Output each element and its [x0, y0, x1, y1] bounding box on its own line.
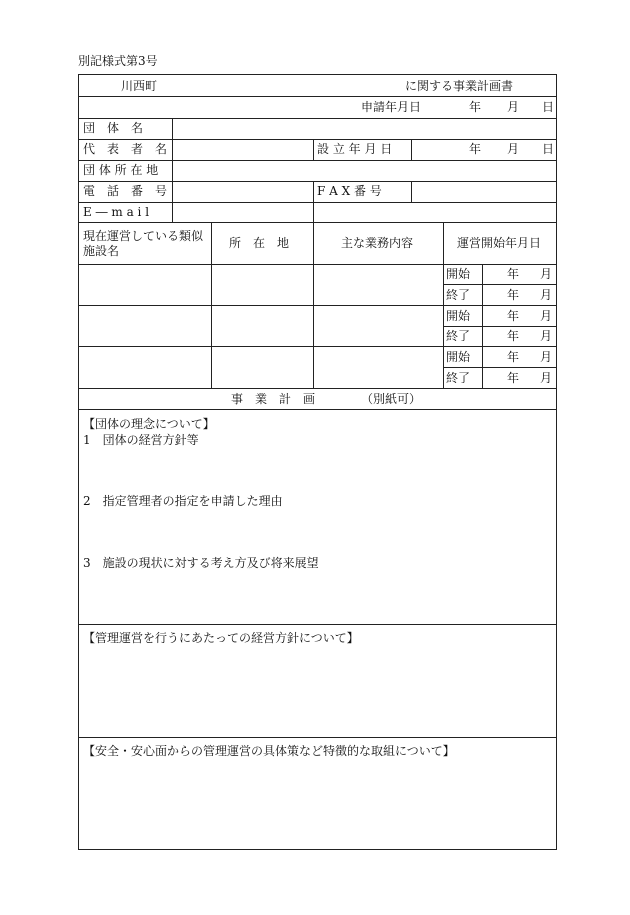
rule	[79, 202, 556, 203]
form-title: に関する事業計画書	[405, 79, 514, 93]
end-month-label: 月	[540, 329, 553, 343]
est-year-label: 年	[469, 142, 482, 156]
end-year-label: 年	[507, 288, 520, 302]
date-day-label: 日	[542, 100, 555, 114]
rule	[443, 326, 556, 327]
rule	[79, 118, 556, 119]
rule	[79, 96, 556, 97]
business-header: 主な業務内容	[341, 236, 414, 250]
plan-heading: 事 業 計 画	[231, 392, 316, 406]
start-year-label: 年	[507, 350, 520, 364]
rule	[79, 160, 556, 161]
section-safety-title: 【安全・安心面からの管理運営の具体策など特徴的な取組について】	[83, 744, 455, 758]
end-month-label: 月	[540, 288, 553, 302]
item-management-policy: 1 団体の経営方針等	[83, 433, 199, 447]
end-label: 終了	[446, 329, 471, 343]
business-plan-form	[78, 74, 557, 850]
rule	[443, 222, 444, 388]
start-year-label: 年	[507, 267, 520, 281]
start-month-label: 月	[540, 350, 553, 364]
rule	[443, 367, 556, 368]
start-year-label: 年	[507, 309, 520, 323]
town-name: 川西町	[121, 79, 158, 93]
est-month-label: 月	[507, 142, 520, 156]
rule	[79, 222, 556, 223]
rule	[79, 181, 556, 182]
location-header: 所 在 地	[229, 236, 290, 250]
start-label: 開始	[446, 350, 471, 364]
start-month-label: 月	[540, 309, 553, 323]
phone-label: 電 話 番 号	[83, 184, 168, 198]
rule	[411, 139, 412, 160]
rule	[79, 388, 556, 389]
item-future-outlook: 3 施設の現状に対する考え方及び将来展望	[83, 556, 319, 570]
end-year-label: 年	[507, 371, 520, 385]
rule	[443, 284, 556, 285]
section-management-policy-title: 【管理運営を行うにあたっての経営方針について】	[83, 631, 359, 645]
start-label: 開始	[446, 309, 471, 323]
facility-name-header-1: 現在運営している類似	[83, 229, 204, 243]
period-header: 運営開始年月日	[457, 236, 542, 250]
est-day-label: 日	[542, 142, 555, 156]
rule	[313, 222, 314, 388]
start-label: 開始	[446, 267, 471, 281]
date-month-label: 月	[507, 100, 520, 114]
representative-label: 代 表 者 名	[83, 142, 168, 156]
rule	[79, 305, 556, 306]
form-number: 別記様式第3号	[78, 54, 158, 68]
end-label: 終了	[446, 371, 471, 385]
rule	[482, 264, 483, 388]
rule	[313, 181, 314, 202]
rule	[79, 139, 556, 140]
address-label: 団 体 所 在 地	[83, 163, 159, 177]
section-philosophy-title: 【団体の理念について】	[83, 417, 215, 431]
plan-note: （別紙可）	[361, 392, 422, 406]
date-year-label: 年	[469, 100, 482, 114]
establishment-date-label: 設 立 年 月 日	[317, 142, 393, 156]
rule	[313, 202, 314, 222]
rule	[79, 624, 556, 625]
email-label: E ― m a i l	[83, 205, 150, 219]
rule	[79, 737, 556, 738]
rule	[79, 346, 556, 347]
rule	[313, 139, 314, 160]
org-name-label: 団 体 名	[83, 121, 144, 135]
rule	[411, 181, 412, 202]
end-year-label: 年	[507, 329, 520, 343]
end-month-label: 月	[540, 371, 553, 385]
item-application-reason: 2 指定管理者の指定を申請した理由	[83, 494, 283, 508]
rule	[211, 222, 212, 388]
fax-label: F A X 番 号	[317, 184, 382, 198]
start-month-label: 月	[540, 267, 553, 281]
facility-name-header-2: 施設名	[83, 244, 120, 258]
rule	[79, 264, 556, 265]
rule	[172, 118, 173, 222]
rule	[79, 409, 556, 410]
end-label: 終了	[446, 288, 471, 302]
application-date-label: 申請年月日	[361, 100, 422, 114]
